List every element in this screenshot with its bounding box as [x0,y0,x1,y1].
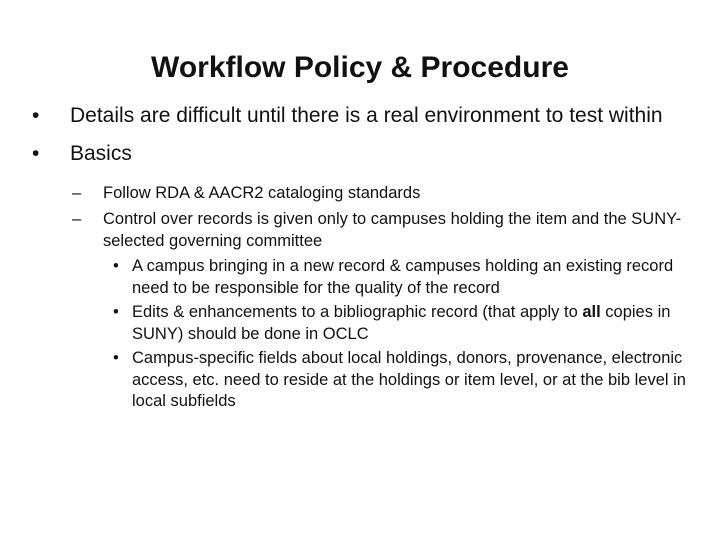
subbullet-text: Control over records is given only to campuses holding the item and the SUNY-selected governing committee [103,210,682,250]
bullet-dash-icon: – [72,210,82,228]
emphasis-all: all [582,303,601,321]
bullet-dot-icon: • [113,349,119,367]
slide-content [30,102,690,416]
bullet-dash-icon: – [72,184,82,202]
subsubbullet-local-fields [30,348,690,413]
bullet-text: Basics [70,142,132,165]
subsubbullet-text-before: Edits & enhancements to a bibliographic record (that apply to [132,303,583,321]
bullet-basics [30,140,690,167]
subsubbullet-text: Campus-specific fields about local holdings, donors, provenance, electronic access, etc. need to reside at the holdings or item level, or at the bib level in local subfields [132,349,686,410]
subbullet-standards [30,182,690,204]
subsubbullet-quality [30,256,690,299]
bullet-text: Details are difficult until there is a real environment to test within [70,104,663,127]
subsubbullet-text-after: copies in SUNY) should be done in OCLC [132,303,671,343]
subsubbullet-text: A campus bringing in a new record & campuses holding an existing record need to be responsible for the quality of the record [132,257,674,297]
bullet-details [30,102,690,129]
subbullet-control [30,208,690,252]
bullet-dot-icon: • [113,257,119,275]
bullet-dot-icon: • [113,303,119,321]
slide-title: Workflow Policy & Procedure [151,51,569,84]
subsubbullet-oclc [30,302,690,345]
bullet-dot-icon: • [32,104,40,127]
subbullet-text: Follow RDA & AACR2 cataloging standards [103,184,421,202]
bullet-dot-icon: • [32,142,40,165]
